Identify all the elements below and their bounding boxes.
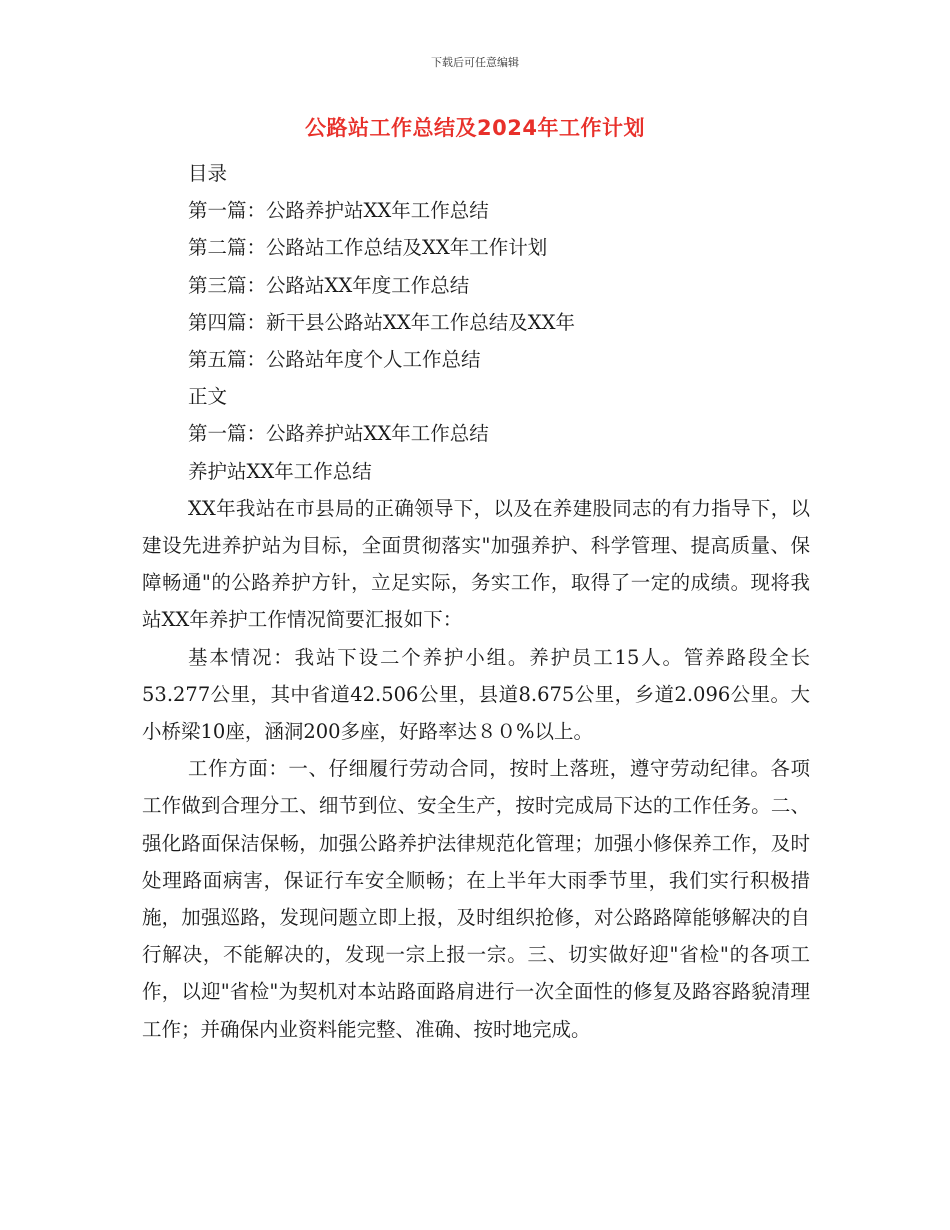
toc-heading: 目录: [188, 162, 228, 185]
section-subheading: 养护站XX年工作总结: [188, 459, 372, 483]
document-title: 公路站工作总结及2024年工作计划: [305, 116, 645, 140]
toc-item: 第三篇：公路站XX年度工作总结: [188, 273, 470, 297]
page-header-note: 下载后可任意编辑: [431, 56, 519, 69]
toc-item: 第一篇：公路养护站XX年工作总结: [188, 199, 489, 223]
paragraph-basic-info: 基本情况：我站下设二个养护小组。养护员工15人。管养路段全长53.277公里，其中省道42.506公里，县道8.675公里，乡道2.096公里。大小桥梁10座，涵洞200多座，好路率达８０%以上。: [142, 645, 810, 744]
toc-item: 第二篇：公路站工作总结及XX年工作计划: [188, 236, 548, 260]
body-heading: 正文: [188, 385, 228, 409]
paragraph-intro: XX年我站在市县局的正确领导下，以及在养建股同志的有力指导下，以建设先进养护站为目标，全面贯彻落实"加强养护、科学管理、提高质量、保障畅通"的公路养护方针，立足实际，务实工作，取得了一定的成绩。现将我站XX年养护工作情况简要汇报如下：: [142, 496, 810, 632]
toc-item: 第五篇：公路站年度个人工作总结: [188, 348, 481, 372]
section-heading: 第一篇：公路养护站XX年工作总结: [188, 422, 489, 446]
document-body: [142, 155, 810, 1048]
toc-item: 第四篇：新干县公路站XX年工作总结及XX年: [188, 310, 576, 334]
paragraph-work: 工作方面：一、仔细履行劳动合同，按时上落班，遵守劳动纪律。各项工作做到合理分工、细节到位、安全生产，按时完成局下达的工作任务。二、强化路面保洁保畅，加强公路养护法律规范化管理；加强小修保养工作，及时处理路面病害，保证行车安全顺畅；在上半年大雨季节里，我们实行积极措施，加强巡路，发现问题立即上报，及时组织抢修，对公路路障能够解决的自行解决，不能解决的，发现一宗上报一宗。三、切实做好迎"省检"的各项工作，以迎"省检"为契机对本站路面路肩进行一次全面性的修复及路容路貌清理工作；并确保内业资料能完整、准确、按时地完成。: [142, 757, 810, 1041]
